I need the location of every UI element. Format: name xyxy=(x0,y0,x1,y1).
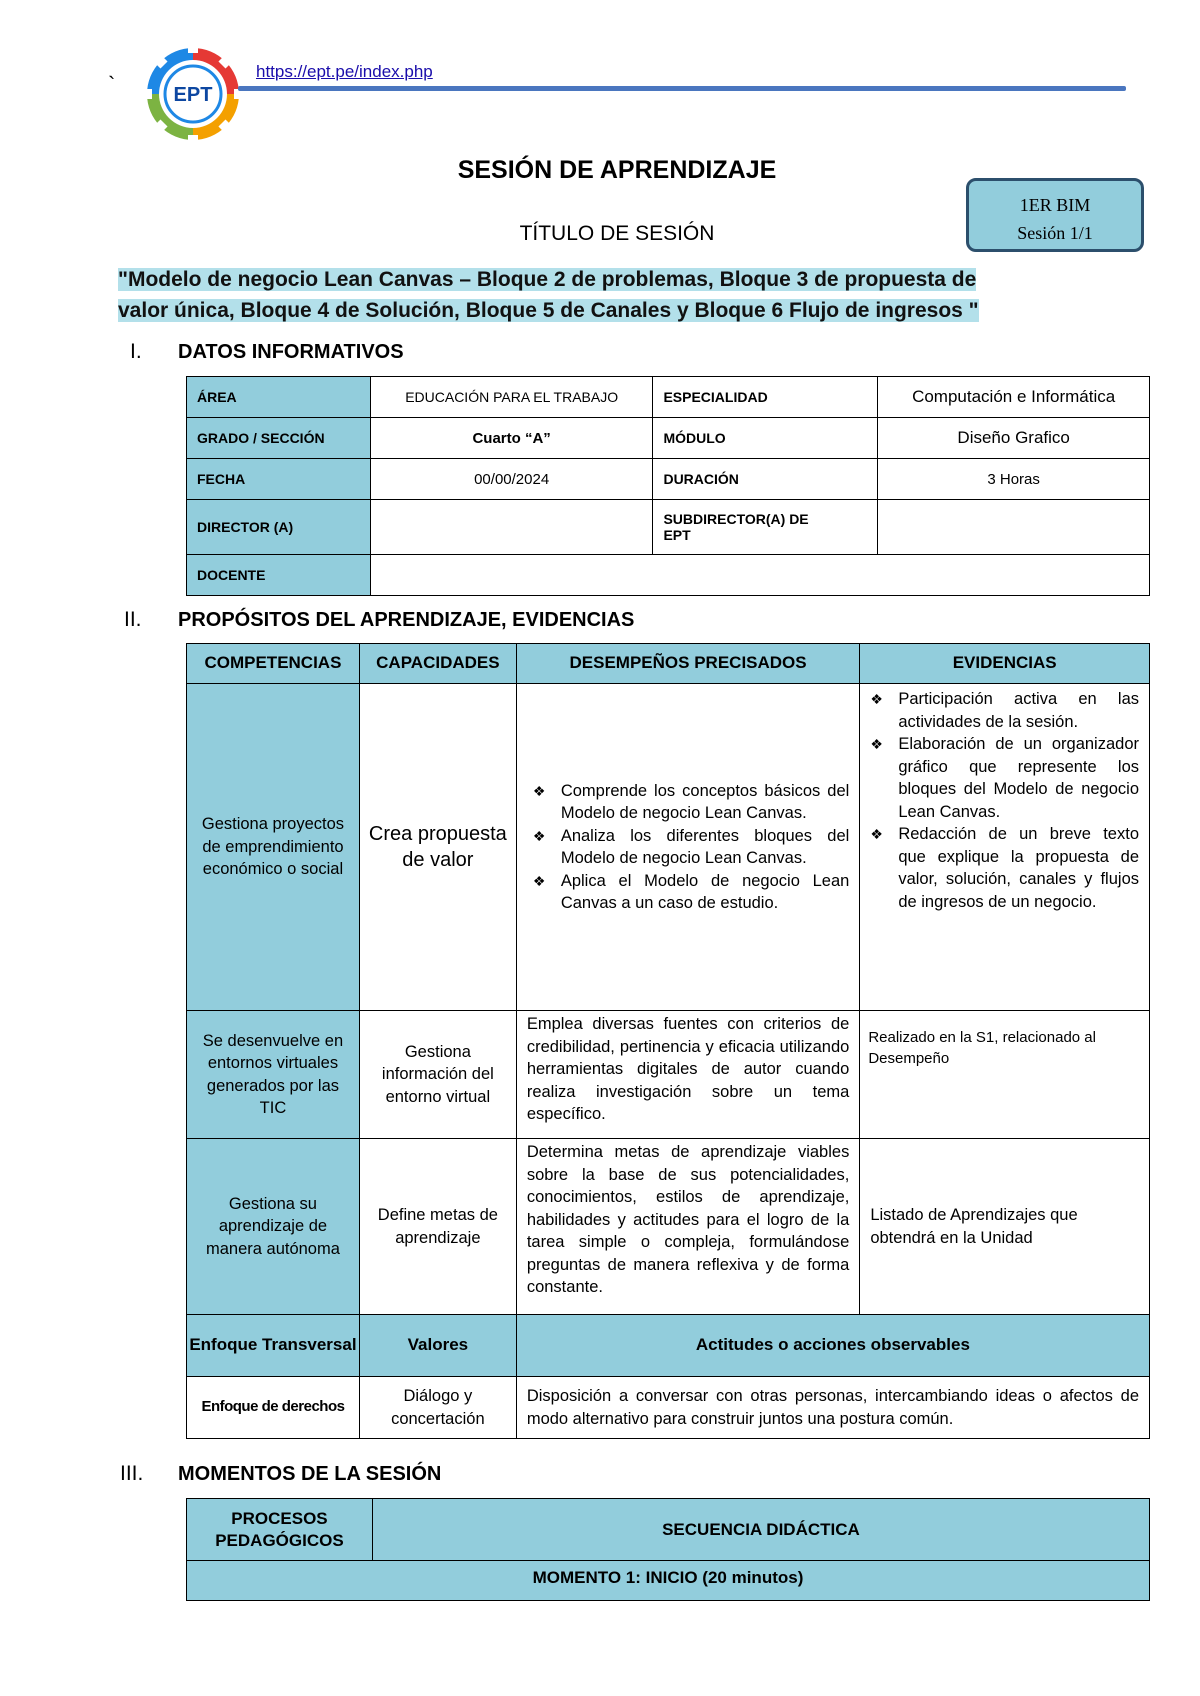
especialidad-value: Computación e Informática xyxy=(878,377,1150,418)
subdirector-label: SUBDIRECTOR(A) DE EPT xyxy=(653,500,878,555)
capacidad-cell: Gestiona información del entorno virtual xyxy=(359,1011,516,1139)
header-capacidades: CAPACIDADES xyxy=(359,644,516,684)
document-title: SESIÓN DE APRENDIZAJE xyxy=(457,156,777,184)
list-item: ❖ Aplica el Modelo de negocio Lean Canvas a un caso de estudio. xyxy=(527,870,850,915)
competencia-cell: Gestiona proyectos de emprendimiento económico o social xyxy=(187,684,360,1011)
director-label: DIRECTOR (A) xyxy=(187,500,371,555)
grado-value: Cuarto “A” xyxy=(370,418,653,459)
ept-logo xyxy=(145,46,241,142)
capacidad-cell: Crea propuesta de valor xyxy=(359,684,516,1011)
valor-cell: Diálogo y concertación xyxy=(359,1377,516,1439)
header-evidencias: EVIDENCIAS xyxy=(860,644,1150,684)
list-item: ❖ Redacción de un breve texto que explique la propuesta de valor, solución, canales y flujos de ingresos de un negocio. xyxy=(864,823,1139,913)
session-count: Sesión 1/1 xyxy=(1017,223,1093,243)
actitud-cell: Disposición a conversar con otras personas, intercambiando ideas o afectos de modo alternativo para construir juntos una postura común. xyxy=(516,1377,1149,1439)
header-enfoque: Enfoque Transversal xyxy=(187,1315,360,1377)
header-competencias: COMPETENCIAS xyxy=(187,644,360,684)
evidencia-cell: Listado de Aprendizajes que obtendrá en la Unidad xyxy=(860,1139,1150,1315)
docente-value xyxy=(370,555,1149,596)
session-title-label: TÍTULO DE SESIÓN xyxy=(519,222,715,245)
section-title-momentos: MOMENTOS DE LA SESIÓN xyxy=(178,1463,442,1485)
header-valores: Valores xyxy=(359,1315,516,1377)
ept-url-link[interactable]: https://ept.pe/index.php xyxy=(256,62,433,81)
grado-label: GRADO / SECCIÓN xyxy=(187,418,371,459)
list-item: ❖ Participación activa en las actividades de la sesión. xyxy=(864,688,1139,733)
fecha-value: 00/00/2024 xyxy=(370,459,653,500)
especialidad-label: ESPECIALIDAD xyxy=(653,377,878,418)
area-label: ÁREA xyxy=(187,377,371,418)
area-value: EDUCACIÓN PARA EL TRABAJO xyxy=(370,377,653,418)
subdirector-value xyxy=(878,500,1150,555)
header-actitudes: Actitudes o acciones observables xyxy=(516,1315,1149,1377)
section-number: I. xyxy=(130,340,142,363)
svg-text:EPT: EPT xyxy=(173,84,213,106)
propositos-table xyxy=(186,643,1150,1439)
desempenos-cell xyxy=(516,684,860,1011)
datos-informativos-table xyxy=(186,376,1150,596)
fecha-label: FECHA xyxy=(187,459,371,500)
session-title-line: "Modelo de negocio Lean Canvas – Bloque 2 de problemas, Bloque 3 de propuesta de xyxy=(118,268,977,291)
list-item: ❖ Elaboración de un organizador gráfico que represente los bloques del Modelo de negocio Lean Canvas. xyxy=(864,733,1139,823)
section-title-datos: DATOS INFORMATIVOS xyxy=(178,341,404,363)
enfoque-cell: Enfoque de derechos xyxy=(187,1377,360,1439)
modulo-value: Diseño Grafico xyxy=(878,418,1150,459)
procesos-header: PROCESOS PEDAGÓGICOS xyxy=(187,1499,373,1561)
session-title-line: valor única, Bloque 4 de Solución, Bloque 5 de Canales y Bloque 6 Flujo de ingresos " xyxy=(118,299,979,322)
section-number: II. xyxy=(124,608,142,631)
momentos-table xyxy=(186,1498,1150,1601)
competencia-cell: Gestiona su aprendizaje de manera autónoma xyxy=(187,1139,360,1315)
desempeno-cell: Emplea diversas fuentes con criterios de credibilidad, pertinencia y eficacia utilizando herramientas digitales de autor cuando realiza investigación sobre un tema específico. xyxy=(516,1011,860,1139)
secuencia-header: SECUENCIA DIDÁCTICA xyxy=(372,1499,1149,1561)
header-desempenos: DESEMPEÑOS PRECISADOS xyxy=(516,644,860,684)
gear-logo-icon xyxy=(145,46,241,142)
momento-inicio-row: MOMENTO 1: INICIO (20 minutos) xyxy=(187,1561,1150,1601)
session-title xyxy=(118,264,1123,326)
duracion-label: DURACIÓN xyxy=(653,459,878,500)
bim-box xyxy=(966,178,1144,252)
section-number: III. xyxy=(120,1462,144,1485)
list-item: ❖ Analiza los diferentes bloques del Modelo de negocio Lean Canvas. xyxy=(527,825,850,870)
competencia-cell: Se desenvuelve en entornos virtuales generados por las TIC xyxy=(187,1011,360,1139)
capacidad-cell: Define metas de aprendizaje xyxy=(359,1139,516,1315)
duracion-value: 3 Horas xyxy=(878,459,1150,500)
docente-label: DOCENTE xyxy=(187,555,371,596)
section-title-propositos: PROPÓSITOS DEL APRENDIZAJE, EVIDENCIAS xyxy=(178,609,635,631)
header-rule xyxy=(238,86,1126,91)
desempeno-cell: Determina metas de aprendizaje viables sobre la base de sus potencialidades, conocimientos, estilos de aprendizaje, habilidades y actitudes para el logro de la tarea simple o compleja, formulándose preguntas de manera reflexiva y de forma constante. xyxy=(516,1139,860,1315)
bim-line: 1ER BIM xyxy=(1019,195,1091,215)
evidencia-cell: Realizado en la S1, relacionado al Desempeño xyxy=(860,1011,1150,1139)
modulo-label: MÓDULO xyxy=(653,418,878,459)
list-item: ❖ Comprende los conceptos básicos del Modelo de negocio Lean Canvas. xyxy=(527,780,850,825)
evidencias-cell xyxy=(860,684,1150,1011)
director-value xyxy=(370,500,653,555)
stray-mark: ` xyxy=(108,72,116,97)
